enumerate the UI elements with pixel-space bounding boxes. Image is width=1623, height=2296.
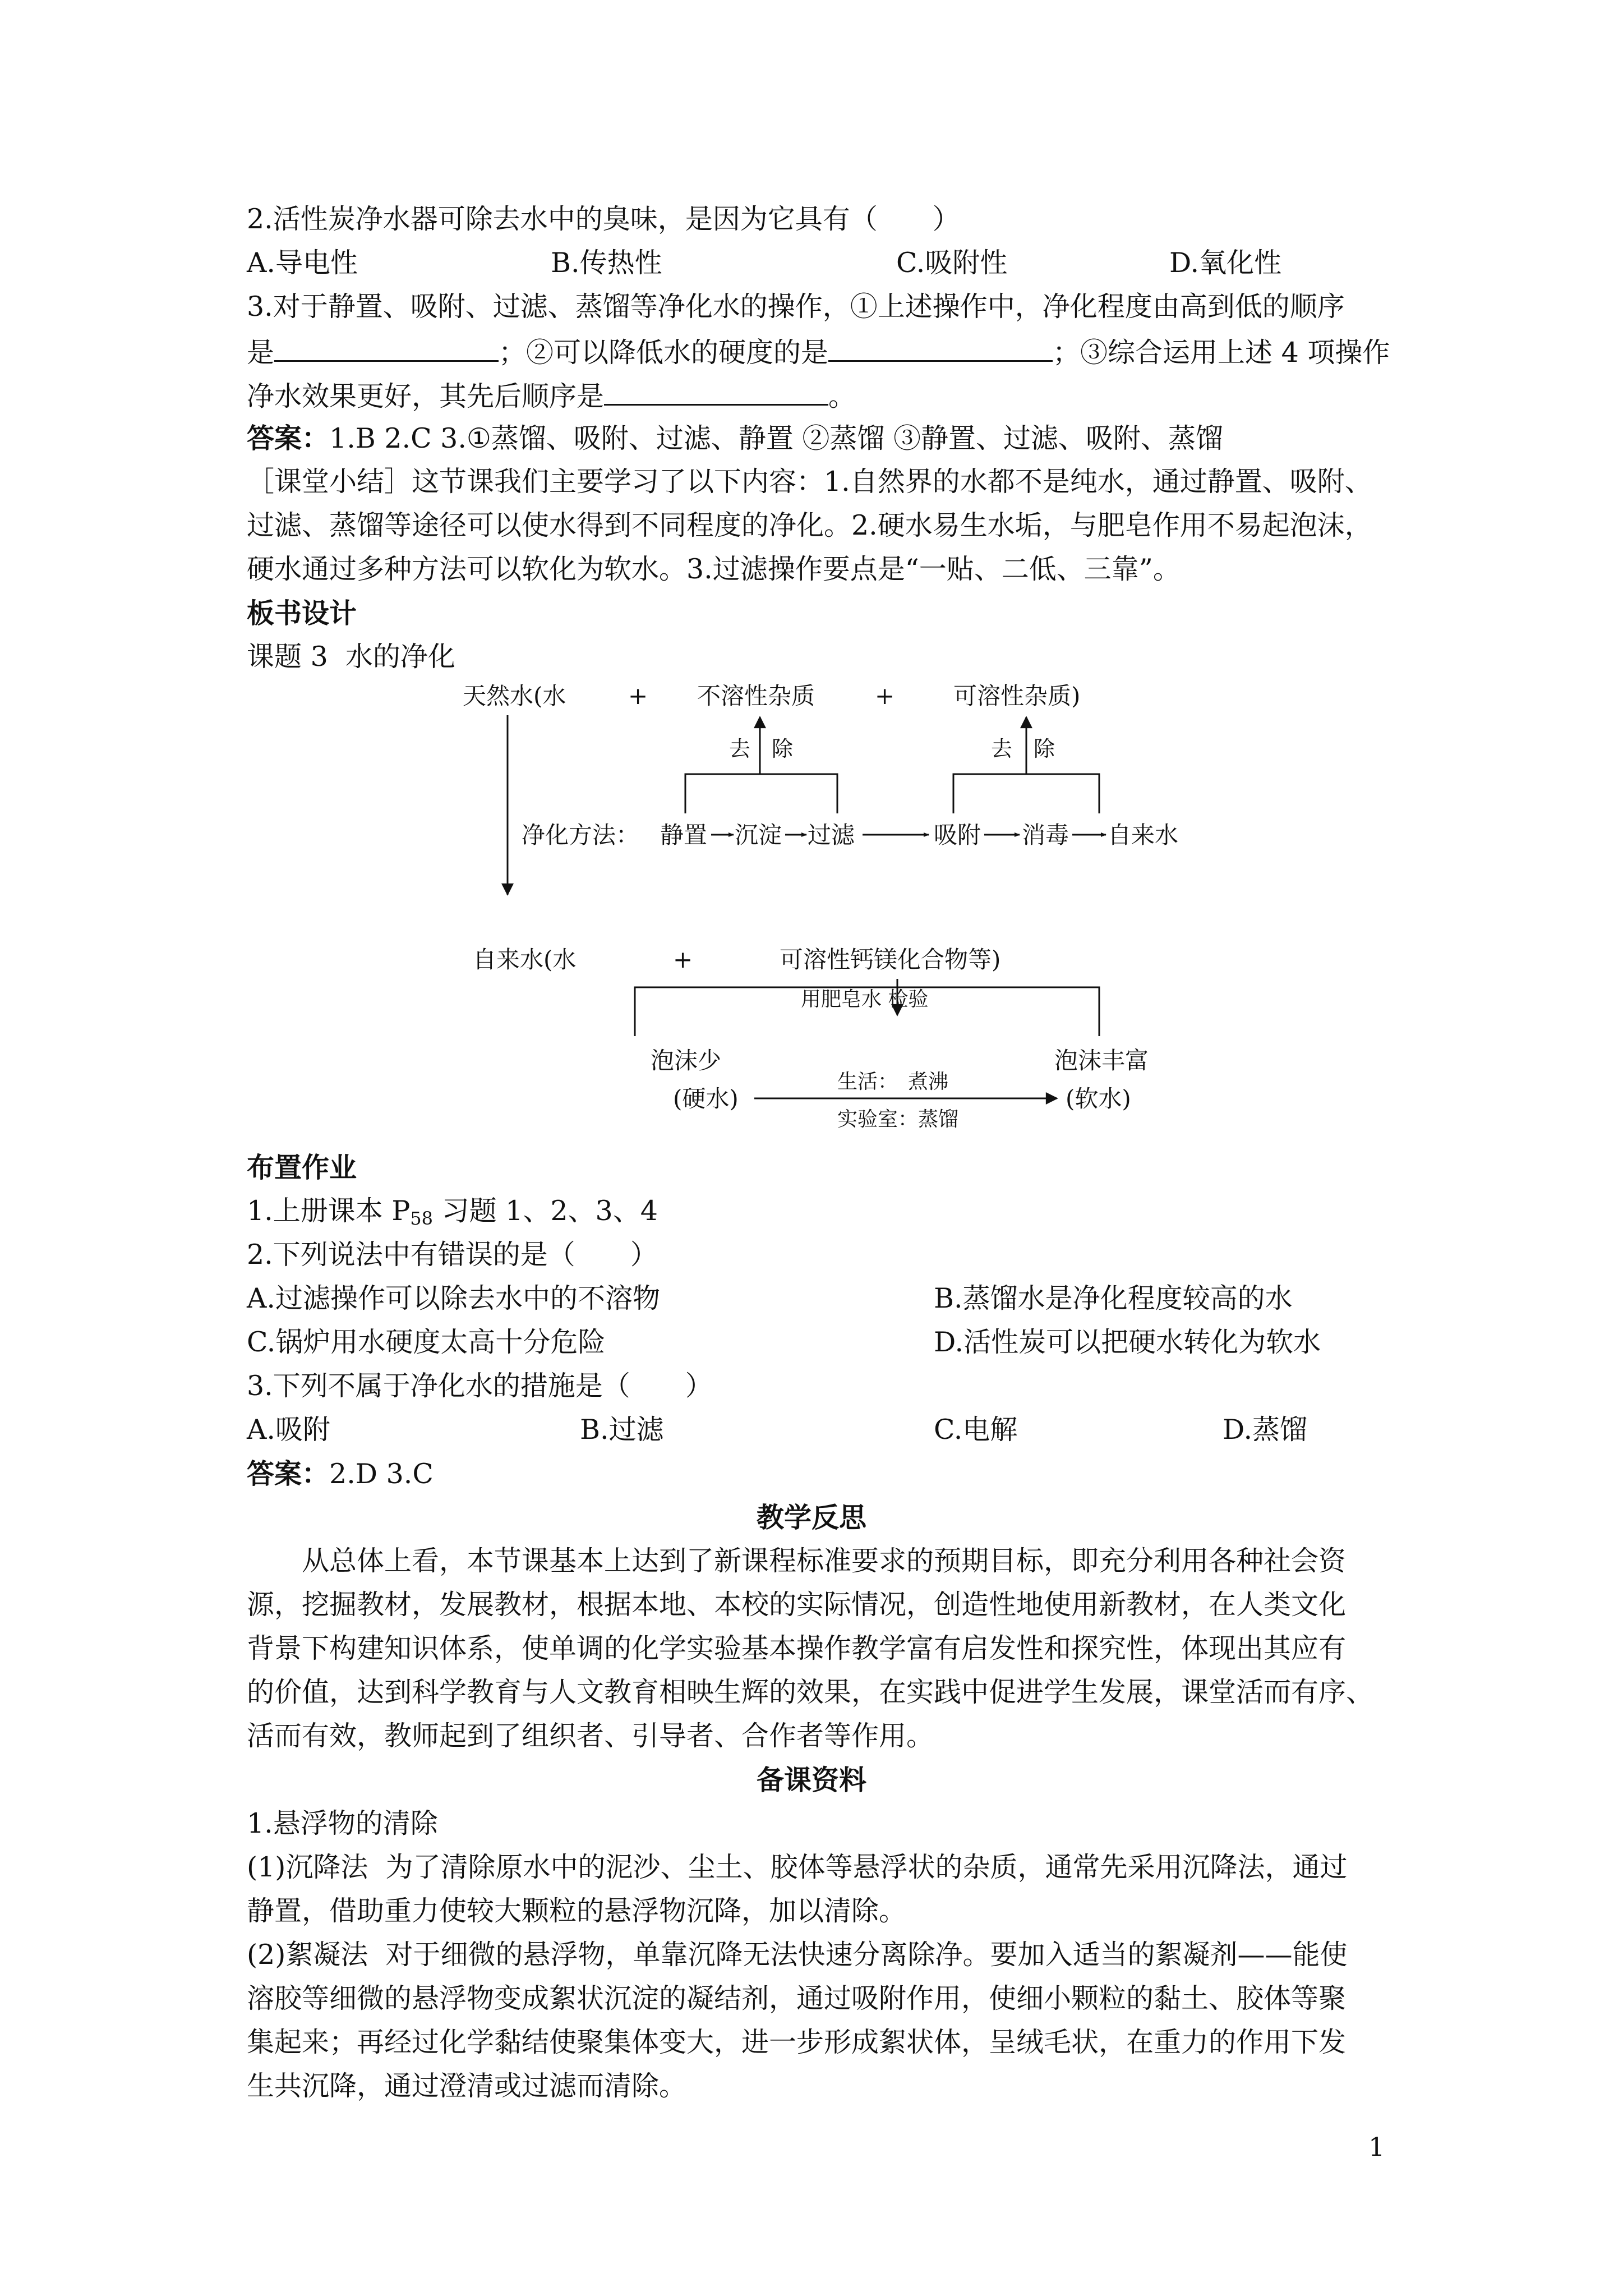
board-heading: 板书设计 [247,597,357,629]
hard-water-label: (硬水) [673,1085,739,1112]
hw3-option-a: A.吸附 [247,1414,330,1446]
step-tap-water: 自来水 [1108,821,1179,849]
blank-3 [604,372,828,406]
summary-line-1: ［课堂小结］这节课我们主要学习了以下内容：1.自然界的水都不是纯水，通过静置、吸附、 [247,466,1372,498]
reflection-line-1: 从总体上看，本节课基本上达到了新课程标准要求的预期目标，即充分利用各种社会资 [302,1545,1347,1577]
answer-1: 答案：1.B 2.C 3.①蒸馏、吸附、过滤、静置 ②蒸馏 ③静置、过滤、吸附、蒸馏 [247,422,1223,454]
question-2-stem: 2.活性炭净水器可除去水中的臭味，是因为它具有（ ） [247,203,960,235]
hw3-option-c: C.电解 [934,1414,1018,1446]
homework-answer: 答案：2.D 3.C [247,1457,434,1490]
boiling-label: 生活： 煮沸 [837,1070,949,1093]
soap-test-label: 用肥皂水 检验 [801,988,929,1011]
homework-item-2: 2.下列说法中有错误的是（ ） [247,1239,658,1271]
rich-foam-label: 泡沫丰富 [1054,1047,1149,1074]
plus-sign-1: + [628,682,648,710]
calcium-magnesium-label: 可溶性钙镁化合物等) [780,946,1001,973]
sedimentation-line-2: 静置，借助重力使较大颗粒的悬浮物沉降，加以清除。 [247,1895,907,1927]
q2-option-a: A.导电性 [247,247,358,279]
step-adsorb: 吸附 [934,821,981,849]
reflection-line-4: 的价值，达到科学教育与人文教育相映生辉的效果，在实践中促进学生发展，课堂活而有序、 [247,1676,1374,1708]
tap-water-label: 自来水(水 [473,946,577,973]
question-3-line-1: 3.对于静置、吸附、过滤、蒸馏等净化水的操作，①上述操作中，净化程度由高到低的顺序 [247,291,1345,323]
step-filter: 过滤 [808,821,855,849]
soft-water-label: (软水) [1066,1085,1131,1112]
method-label: 净化方法： [522,821,640,849]
flocculation-line-2: 溶胶等细微的悬浮物变成絮状沉淀的凝结剂，通过吸附作用，使细小颗粒的黏土、胶体等聚 [247,1982,1347,2014]
reflection-line-3: 背景下构建知识体系，使单调的化学实验基本操作教学富有启发性和探究性，体现出其应有 [247,1632,1347,1664]
remove-label-2: 去 除 [991,737,1055,761]
step-settle: 静置 [660,821,708,849]
hw3-option-d: D.蒸馏 [1223,1414,1308,1446]
flocculation-line-1: (2)絮凝法 对于细微的悬浮物，单靠沉降无法快速分离除净。要加入适当的絮凝剂——能使 [247,1939,1348,1971]
homework-item-3: 3.下列不属于净化水的措施是（ ） [247,1370,713,1402]
hw3-option-b: B.过滤 [580,1414,664,1446]
natural-water-label: 天然水(水 [463,682,566,710]
reflection-heading: 教学反思 [756,1501,866,1534]
question-3-line-3: 净水效果更好，其先后顺序是 。 [247,372,856,418]
materials-item-1: 1.悬浮物的清除 [247,1807,438,1839]
distillation-label: 实验室：蒸馏 [837,1108,959,1131]
summary-line-2: 过滤、蒸馏等途径可以使水得到不同程度的净化。2.硬水易生水垢，与肥皂作用不易起泡沫， [247,509,1372,541]
hw2-option-a: A.过滤操作可以除去水中的不溶物 [247,1282,660,1314]
blank-2 [828,329,1053,362]
blank-1 [274,329,499,362]
homework-heading: 布置作业 [247,1151,357,1184]
reflection-line-2: 源，挖掘教材，发展教材，根据本地、本校的实际情况，创造性地使用新教材，在人类文化 [247,1589,1347,1621]
soluble-impurities-label: 可溶性杂质) [953,682,1081,710]
q2-option-c: C.吸附性 [896,247,1008,279]
flocculation-line-3: 集起来；再经过化学黏结使聚集体变大，进一步形成絮状体，呈绒毛状，在重力的作用下发 [247,2026,1347,2058]
step-sediment: 沉淀 [735,821,782,849]
less-foam-label: 泡沫少 [651,1047,722,1074]
q2-option-b: B.传热性 [551,247,662,279]
board-title: 课题 3 水的净化 [247,641,455,673]
page-number: 1 [1368,2132,1385,2162]
hw2-option-c: C.锅炉用水硬度太高十分危险 [247,1326,606,1358]
plus-sign-3: + [673,946,693,973]
step-disinfect: 消毒 [1022,821,1069,849]
reflection-line-5: 活而有效，教师起到了组织者、引导者、合作者等作用。 [247,1720,934,1752]
plus-sign-2: + [875,682,895,710]
remove-label-1: 去 除 [729,737,794,761]
hw2-option-b: B.蒸馏水是净化程度较高的水 [934,1282,1293,1314]
insoluble-impurities-label: 不溶性杂质 [697,682,815,710]
sedimentation-line-1: (1)沉降法 为了清除原水中的泥沙、尘土、胶体等悬浮状的杂质，通常先采用沉降法，通过 [247,1851,1348,1883]
question-3-line-2: 是 ；②可以降低水的硬度的是 ；③综合运用上述 4 项操作 [247,329,1390,375]
hw2-option-d: D.活性炭可以把硬水转化为软水 [934,1326,1321,1358]
materials-heading: 备课资料 [756,1764,866,1796]
homework-item-1: 1.上册课本 $P_{58}$ 习题 1、2、3、4 [247,1195,658,1229]
q2-option-d: D.氧化性 [1169,247,1282,279]
flocculation-line-4: 生共沉降，通过澄清或过滤而清除。 [247,2070,687,2102]
summary-line-3: 硬水通过多种方法可以软化为软水。3.过滤操作要点是“一贴、二低、三靠”。 [247,553,1181,585]
